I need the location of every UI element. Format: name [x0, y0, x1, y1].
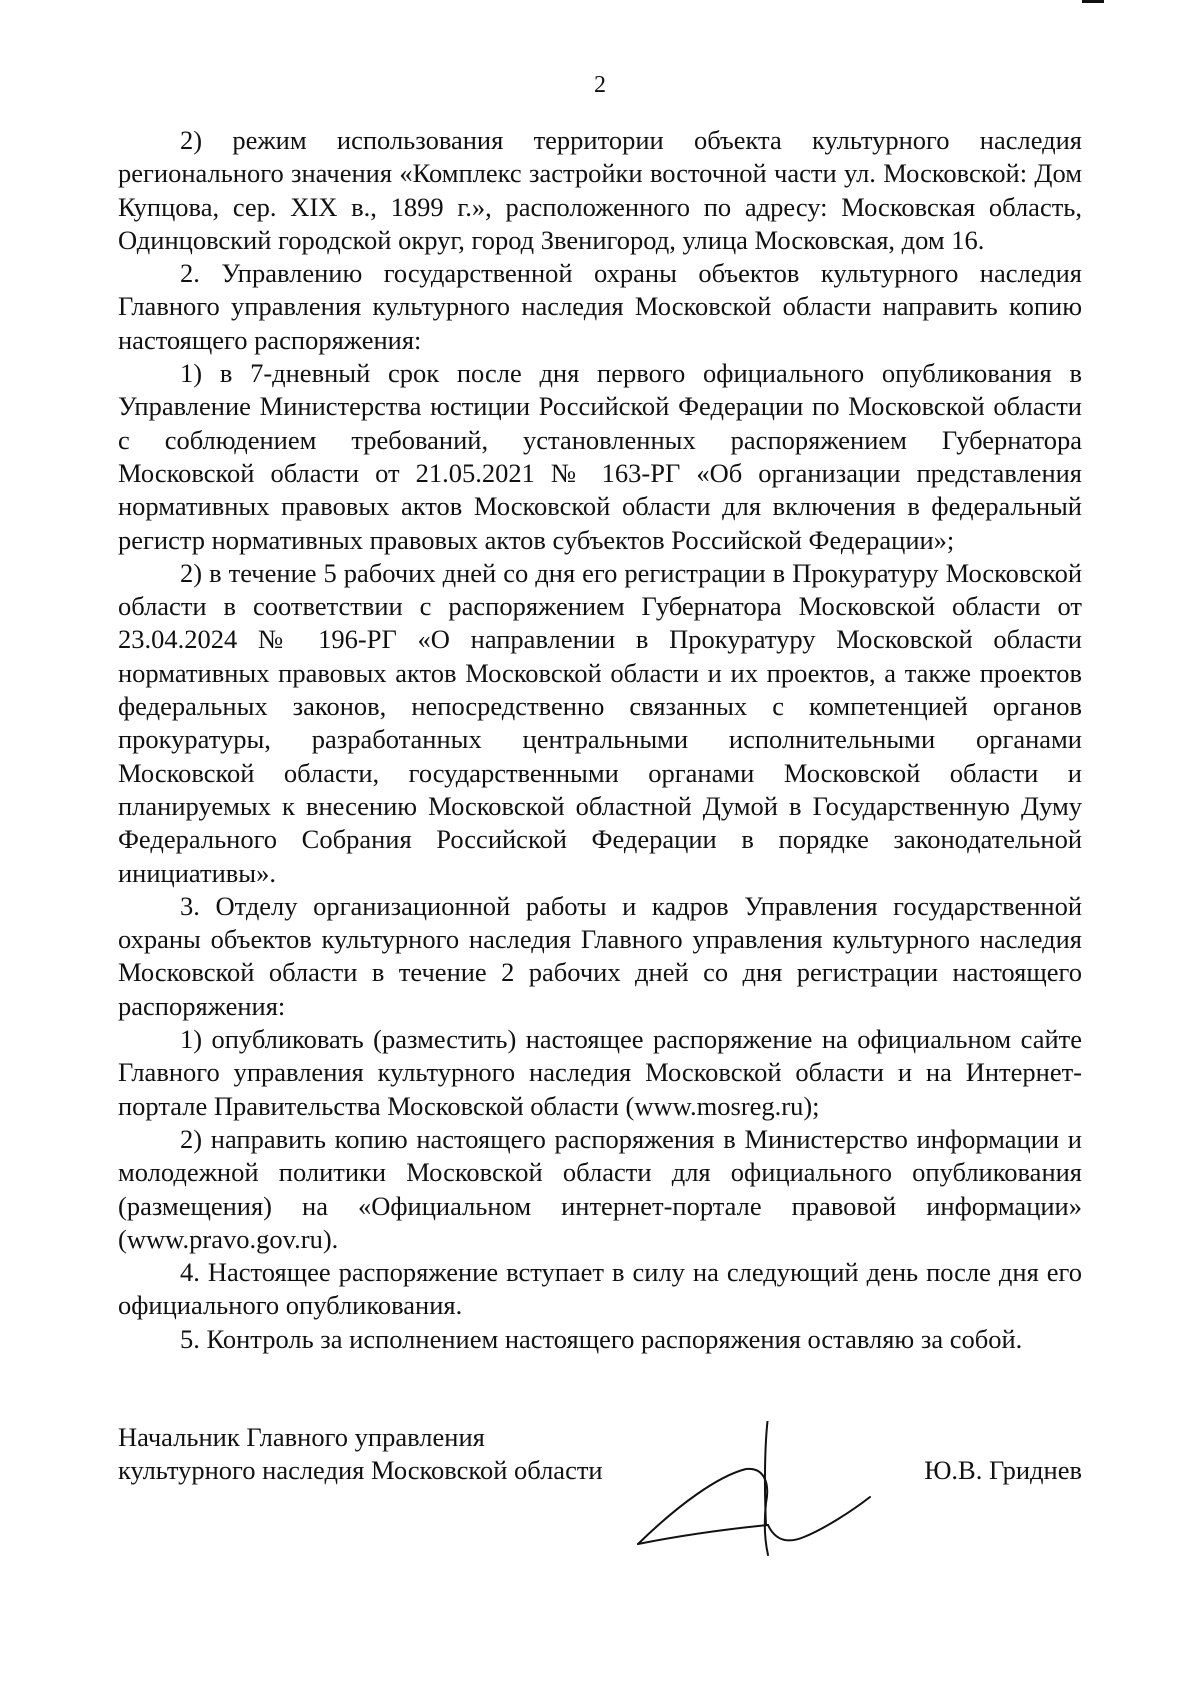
paragraph-section-3-item-1: 1) опубликовать (разместить) настоящее распоряжение на официальном сайте Главного управления культурного наследия Московской области и на Интернет-портале Правительства Московской области (www.mosreg.ru);	[118, 1024, 1082, 1121]
page-number: 2	[594, 72, 606, 98]
paragraph-section-3: 3. Отделу организационной работы и кадров Управления государственной охраны объектов культурного наследия Главного управления культурного наследия Московской области в течение 2 рабочих дней со дня регистрации настоящего распоряжения:	[118, 890, 1082, 1021]
document-body	[118, 124, 1082, 1356]
paragraph-section-4: 4. Настоящее распоряжение вступает в силу на следующий день после дня его официального опубликования.	[118, 1257, 1082, 1321]
paragraph-section-2: 2. Управлению государственной охраны объектов культурного наследия Главного управления культурного наследия Московской области направить копию настоящего распоряжения:	[118, 258, 1082, 355]
paragraph-section-2-item-2: 2) в течение 5 рабочих дней со дня его регистрации в Прокуратуру Московской области в соответствии с распоряжением Губернатора Московской области от 23.04.2024 № 196-РГ «О направлении в Прокуратуру Московской области нормативных правовых актов Московской области и их проектов, а также проектов федеральных законов, непосредственно связанных с компетенцией органов прокуратуры, разработанных центральными исполнительными органами Московской области, государственными органами Московской области и планируемых к внесению Московской областной Думой в Государственную Думу Федерального Собрания Российской Федерации в порядке законодательной инициативы».	[118, 557, 1082, 888]
signatory-name: Ю.В. Гриднев	[924, 1455, 1082, 1485]
signatory-position-line-2: культурного наследия Московской области	[118, 1455, 603, 1486]
scan-edge-mark	[1082, 0, 1104, 3]
paragraph-regime-item-2: 2) режим использования территории объекта культурного наследия регионального значения «Комплекс застройки восточной части ул. Московской: Дом Купцова, сер. XIX в., 1899 г.», расположенного по адресу: Московская область, Одинцовский городской округ, город Звенигород, улица Московская, дом 16.	[118, 125, 1082, 255]
handwritten-signature	[118, 1421, 1082, 1561]
paragraph-section-2-item-1: 1) в 7-дневный срок после дня первого официального опубликования в Управление Министерства юстиции Российской Федерации по Московской области с соблюдением требований, установленных распоряжением Губернатора Московской области от 21.05.2021 № 163-РГ «Об организации представления нормативных правовых актов Московской области для включения в федеральный регистр нормативных правовых актов субъектов Российской Федерации»;	[118, 358, 1082, 555]
signature-block	[118, 1421, 1082, 1561]
signatory-position-line-1: Начальник Главного управления	[118, 1422, 485, 1452]
paragraph-section-5: 5. Контроль за исполнением настоящего распоряжения оставляю за собой.	[180, 1323, 1023, 1354]
paragraph-section-3-item-2: 2) направить копию настоящего распоряжения в Министерство информации и молодежной политики Московской области для официального опубликования (размещения) на «Официальном интернет-портале правовой информации» (www.pravo.gov.ru).	[118, 1123, 1082, 1254]
